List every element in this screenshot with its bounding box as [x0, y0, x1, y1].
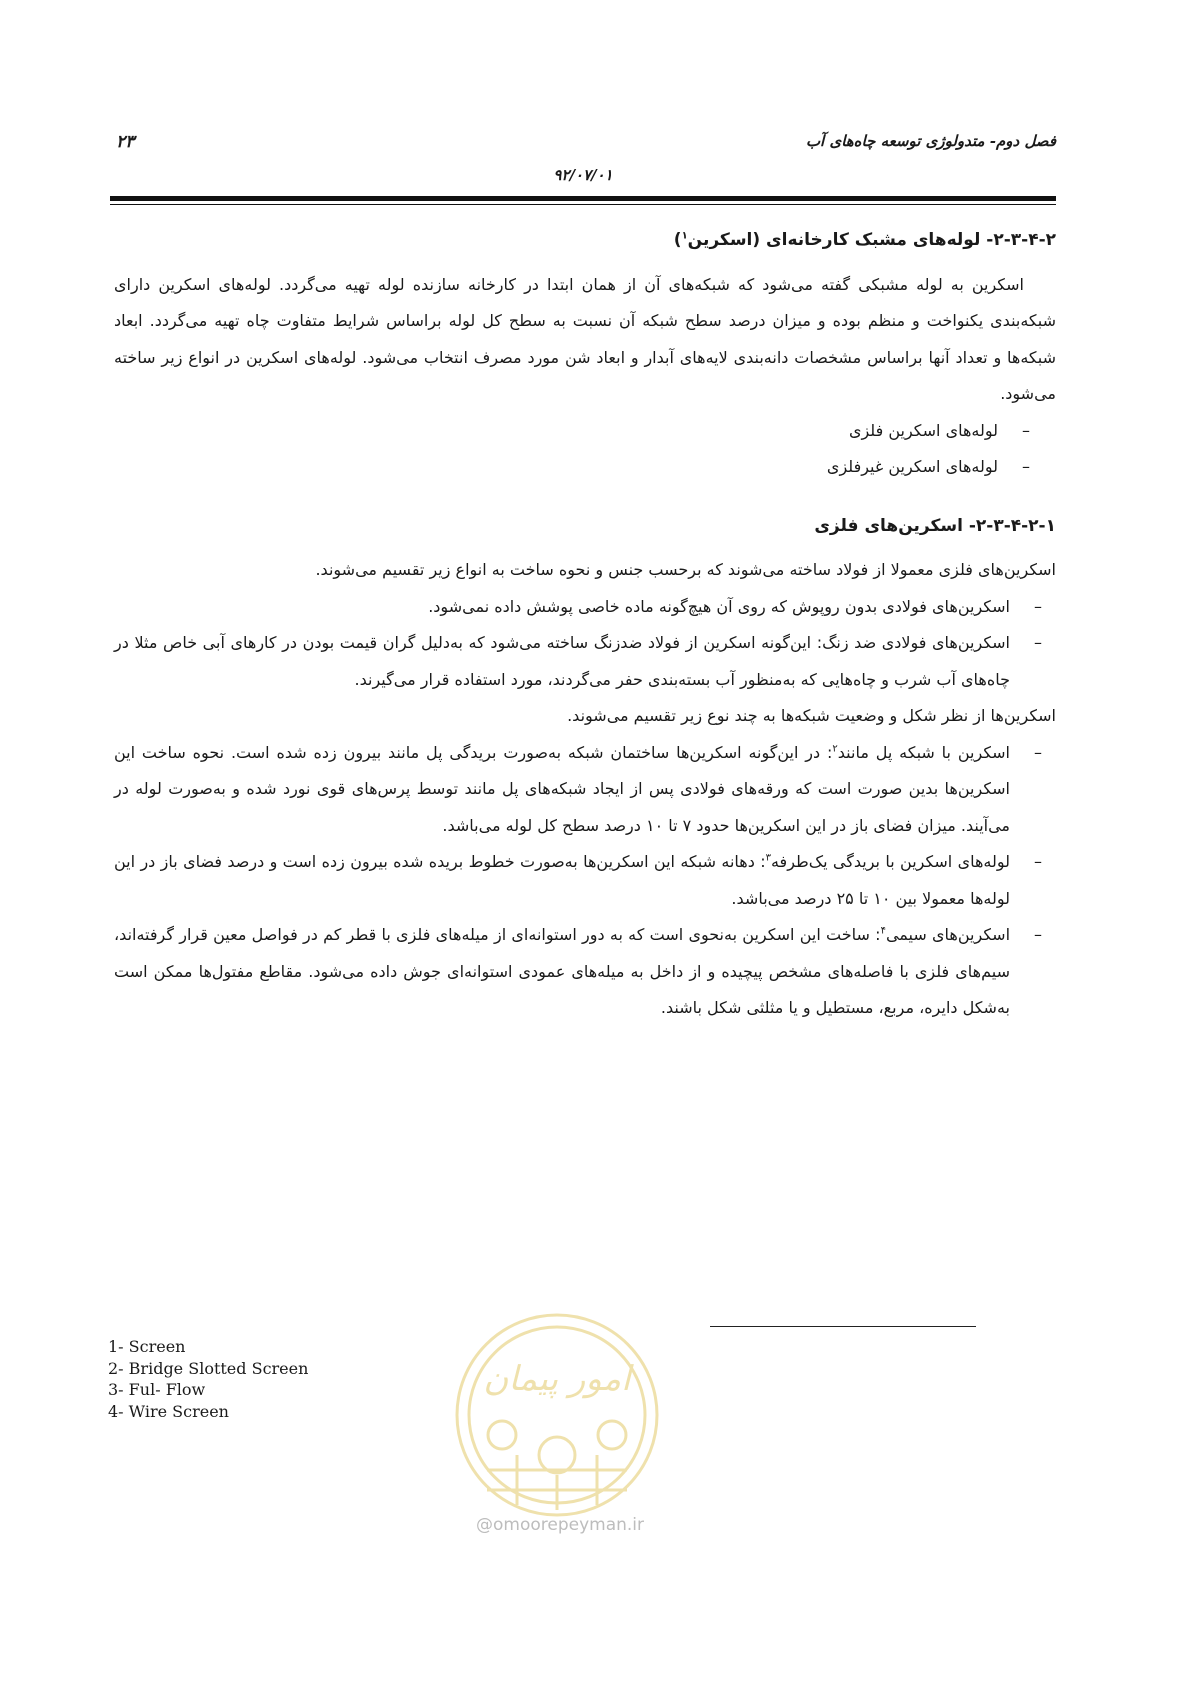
- watermark-url-text: omoorepeyman.ir: [492, 1515, 645, 1535]
- dash-marker: –: [1034, 633, 1042, 652]
- header-rule-thin: [110, 204, 1056, 205]
- watermark-logo-icon: [447, 1305, 667, 1535]
- footnote: 1- Screen: [108, 1337, 186, 1356]
- bullet-list: [114, 413, 1056, 486]
- footnote-ref: ۴: [880, 925, 886, 937]
- section-title-close: ): [673, 230, 682, 250]
- list-item: [114, 735, 1056, 845]
- list-item-text: : دهانه شبکه این اسکرین‌ها به‌صورت خطوط بریده شده بیرون زده است و درصد فضای باز در این لوله‌ها معمولا بین ۱۰ تا ۲۵ درصد می‌باشد.: [114, 852, 1010, 908]
- footnote-ref: ۳: [765, 852, 771, 864]
- paragraph: اسکرین‌های فلزی معمولا از فولاد ساخته می‌شوند که برحسب جنس و نحوه ساخت به انواع زیر تقسیم می‌شوند.: [315, 560, 1056, 579]
- screen-types-list: [114, 735, 1056, 1027]
- dash-marker: –: [1034, 742, 1042, 762]
- chapter-title: فصل دوم- متدولوژی توسعه چاه‌های آب: [805, 132, 1056, 150]
- section-title: اسکرین‌های فلزی: [814, 515, 969, 536]
- section-heading-2: [114, 508, 1056, 545]
- footnote: 4- Wire Screen: [108, 1401, 229, 1421]
- footnote-separator: [710, 1326, 976, 1327]
- paragraph: اسکرین به لوله مشبکی گفته می‌شود که شبکه‌های آن از همان ابتدا در کارخانه سازنده لوله تهیه می‌گردد. لوله‌های اسکرین دارای شبکه‌بندی یکنواخت و منظم بوده و میزان درصد سطح شبکه آن نسبت به سطح کل لوله براساس شرایط متفاوت چاه تهیه می‌گردد. ابعاد شبکه‌ها و تعداد آنها براساس مشخصات دانه‌بندی لایه‌های آبدار و ابعاد شن مورد مصرف انتخاب می‌شود. لوله‌های اسکرین در انواع زیر ساخته می‌شود.: [114, 274, 1056, 403]
- section-number: ۲-۳-۴-۲-: [986, 230, 1056, 250]
- list-item-lead: لوله‌های اسکرین با بریدگی یک‌طرفه: [770, 852, 1010, 871]
- list-item: [114, 625, 1056, 698]
- paragraph: اسکرین‌ها از نظر شکل و وضعیت شبکه‌ها به چند نوع زیر تقسیم می‌شوند.: [567, 706, 1056, 725]
- dash-marker: –: [1034, 925, 1042, 944]
- list-item-text: : ساخت این اسکرین به‌نحوی است که به دور استوانه‌ای از میله‌های فلزی با قطر کم در فواصل معین قرار گرفته‌اند، سیم‌های فلزی با فاصله‌های مشخص پیچیده و از داخل به میله‌های عمودی استوانه‌ای جوش داده می‌شود. مقاطع مفتول‌ها ممکن است به‌شکل دایره، مربع، مستطیل و یا مثلثی شکل باشند.: [114, 925, 1010, 1017]
- section-number: ۲-۳-۴-۲-۱-: [968, 515, 1056, 536]
- list-item-text: اسکرین‌های فولادی بدون روپوش که روی آن هیچ‌گونه ماده خاصی پوشش داده نمی‌شود.: [428, 596, 1010, 616]
- header-date: ۹۲/۰۷/۰۱: [553, 166, 613, 184]
- page-body: [114, 222, 1056, 1027]
- list-item-lead: اسکرین‌های سیمی: [885, 925, 1011, 944]
- list-item: [114, 917, 1056, 1027]
- dash-marker: –: [1034, 852, 1042, 871]
- list-item-text: اسکرین‌های فولادی ضد زنگ: این‌گونه اسکرین از فولاد ضدزنگ ساخته می‌شود که به‌دلیل گران قیمت بودن در کارهای آبی خاص مثلا در چاه‌های آب شرب و چاه‌هایی که به‌منظور آب بسته‌بندی حفر می‌گردند، مورد استفاده قرار می‌گیرند.: [114, 633, 1010, 689]
- section-title: لوله‌های مشبک کارخانه‌ای (اسکرین: [687, 230, 987, 250]
- watermark-url: @omoorepeyman.ir: [475, 1515, 645, 1535]
- list-item: [114, 589, 1056, 626]
- bullet-list: [114, 589, 1056, 699]
- header-rule-thick: [110, 196, 1056, 201]
- footnote: 3- Ful- Flow: [108, 1380, 206, 1399]
- footnote-ref: ۱: [681, 230, 688, 242]
- dash-marker: –: [1022, 457, 1030, 476]
- list-item: [114, 449, 1056, 486]
- list-item-lead: اسکرین با شبکه پل مانند: [837, 742, 1011, 762]
- footnotes: [108, 1336, 308, 1422]
- dash-marker: –: [1022, 420, 1030, 440]
- page-header: [110, 128, 1056, 208]
- footnote: 2- Bridge Slotted Screen: [108, 1358, 309, 1378]
- section-heading-1: [114, 222, 1056, 259]
- list-item: [114, 413, 1056, 450]
- page-number: ۲۳: [116, 132, 135, 152]
- list-item: [114, 844, 1056, 917]
- list-item-text: لوله‌های اسکرین غیرفلزی: [826, 457, 998, 476]
- watermark-logo-text: امور پیمان: [483, 1359, 631, 1399]
- list-item-text: : در این‌گونه اسکرین‌ها ساختمان شبکه به‌صورت بریدگی پل مانند بیرون زده شده است. نحوه ساخت این اسکرین‌ها بدین صورت است که ورقه‌های فولادی پس از ایجاد شبکه‌های پل مانند توسط پرس‌های قوی نورد شده و به‌صورت لوله در می‌آیند. میزان فضای باز در این اسکرین‌ها حدود ۷ تا ۱۰ درصد سطح کل لوله می‌باشد.: [114, 742, 1010, 835]
- dash-marker: –: [1034, 596, 1042, 616]
- footnote-ref: ۲: [832, 743, 838, 755]
- list-item-text: لوله‌های اسکرین فلزی: [848, 420, 998, 440]
